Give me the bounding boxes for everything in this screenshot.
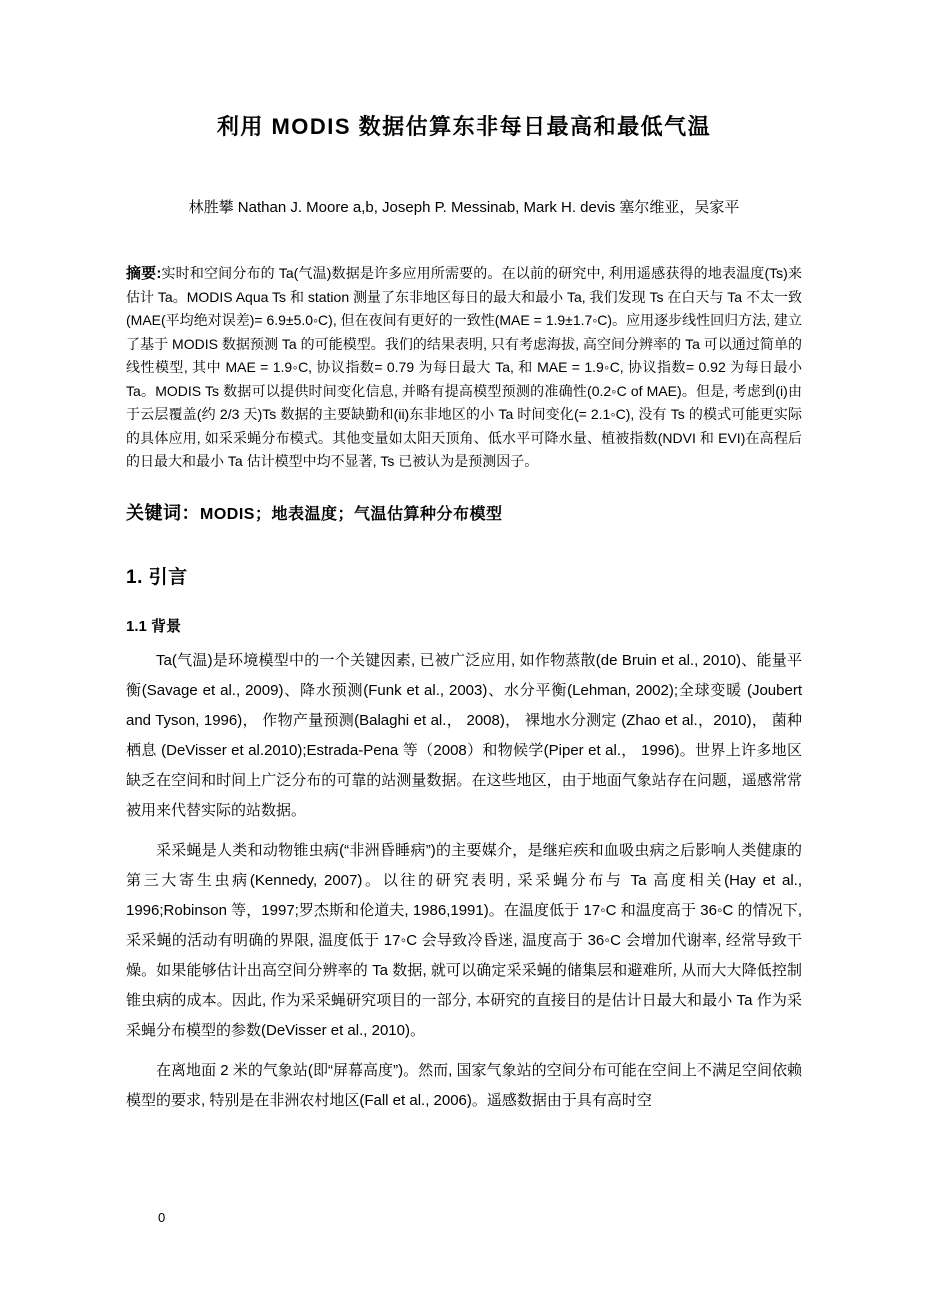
paragraph-background-3: 在离地面 2 米的气象站(即“屏幕高度”)。然而, 国家气象站的空间分布可能在空间上不满足空间依赖模型的要求, 特别是在非洲农村地区(Fall et al., 2006)。遥感数据由于具有高时空 xyxy=(126,1061,802,1109)
abstract xyxy=(126,262,802,474)
authors-line: 林胜攀 Nathan J. Moore a,b, Joseph P. Messinab, Mark H. devis 塞尔维亚，吴家平 xyxy=(188,199,740,216)
paragraph-background-2: 采采蝇是人类和动物锥虫病(“非洲昏睡病”)的主要媒介，是继疟疾和血吸虫病之后影响人类健康的第三大寄生虫病(Kennedy, 2007)。以往的研究表明, 采采蝇分布与 Ta 高度相关(Hay et al., 1996;Robinson 等，1997;罗杰斯和伦道夫, 1986,1991)。在温度低于 17◦C 和温度高于 36◦C 的情况下, 采采蝇的活动有明确的界限, 温度低于 17◦C 会导致冷昏迷, 温度高于 36◦C 会增加代谢率, 经常导致干燥。如果能够估计出高空间分辨率的 Ta 数据, 就可以确定采采蝇的储集层和避难所, 从而大大降低控制锥虫病的成本。因此, 作为采采蝇研究项目的一部分, 本研究的直接目的是估计日最大和最小 Ta 作为采采蝇分布模型的参数(DeVisser et al., 2010)。 xyxy=(126,841,802,1039)
section-heading-introduction: 1. 引言 xyxy=(126,566,188,588)
page-title: 利用 MODIS 数据估算东非每日最高和最低气温 xyxy=(216,114,712,139)
subsection-heading-background: 1.1 背景 xyxy=(126,617,182,635)
keywords-text: MODIS；地表温度；气温估算种分布模型 xyxy=(200,505,503,523)
keywords-line xyxy=(126,500,802,528)
paragraph-background-1: Ta(气温)是环境模型中的一个关键因素, 已被广泛应用, 如作物蒸散(de Bruin et al., 2010)、能量平衡(Savage et al., 2009)、降水预测(Funk et al., 2003)、水分平衡(Lehman, 2002);全球变暖 (Joubert and Tyson, 1996)， 作物产量预测(Balaghi et al.， 2008)， 裸地水分测定 (Zhao et al.，2010)， 菌种栖息 (DeVisser et al.2010);Estrada-Pena 等（2008）和物候学(Piper et al.， 1996)。世界上许多地区缺乏在空间和时间上广泛分布的可靠的站测量数据。在这些地区，由于地面气象站存在问题，遥感常常被用来代替实际的站数据。 xyxy=(126,651,802,819)
page-number: 0 xyxy=(158,1210,166,1225)
abstract-text: 实时和空间分布的 Ta(气温)数据是许多应用所需要的。在以前的研究中, 利用遥感获得的地表温度(Ts)来估计 Ta。MODIS Aqua Ts 和 station 测量了东非地区每日的最大和最小 Ta, 我们发现 Ts 在白天与 Ta 不太一致(MAE(平均绝对误差)= 6.9±5.0◦C), 但在夜间有更好的一致性(MAE = 1.9±1.7◦C)。应用逐步线性回归方法, 建立了基于 MODIS 数据预测 Ta 的可能模型。我们的结果表明, 只有考虑海拔, 高空间分辨率的 Ta 可以通过简单的线性模型, 其中 MAE = 1.9◦C, 协议指数= 0.79 为每日最大 Ta, 和 MAE = 1.9◦C, 协议指数= 0.92 为每日最小 Ta。MODIS Ts 数据可以提供时间变化信息, 并略有提高模型预测的准确性(0.2◦C of MAE)。但是, 考虑到(i)由于云层覆盖(约 2/3 天)Ts 数据的主要缺勤和(ii)东非地区的小 Ta 时间变化(= 2.1◦C), 没有 Ts 的模式可能更实际的具体应用, 如采采蝇分布模式。其他变量如太阳天顶角、低水平可降水量、植被指数(NDVI 和 EVI)在高程后的日最大和最小 Ta 估计模型中均不显著, Ts 已被认为是预测因子。 xyxy=(126,265,802,469)
abstract-label: 摘要: xyxy=(126,265,162,282)
keywords-label: 关键词： xyxy=(126,502,200,523)
